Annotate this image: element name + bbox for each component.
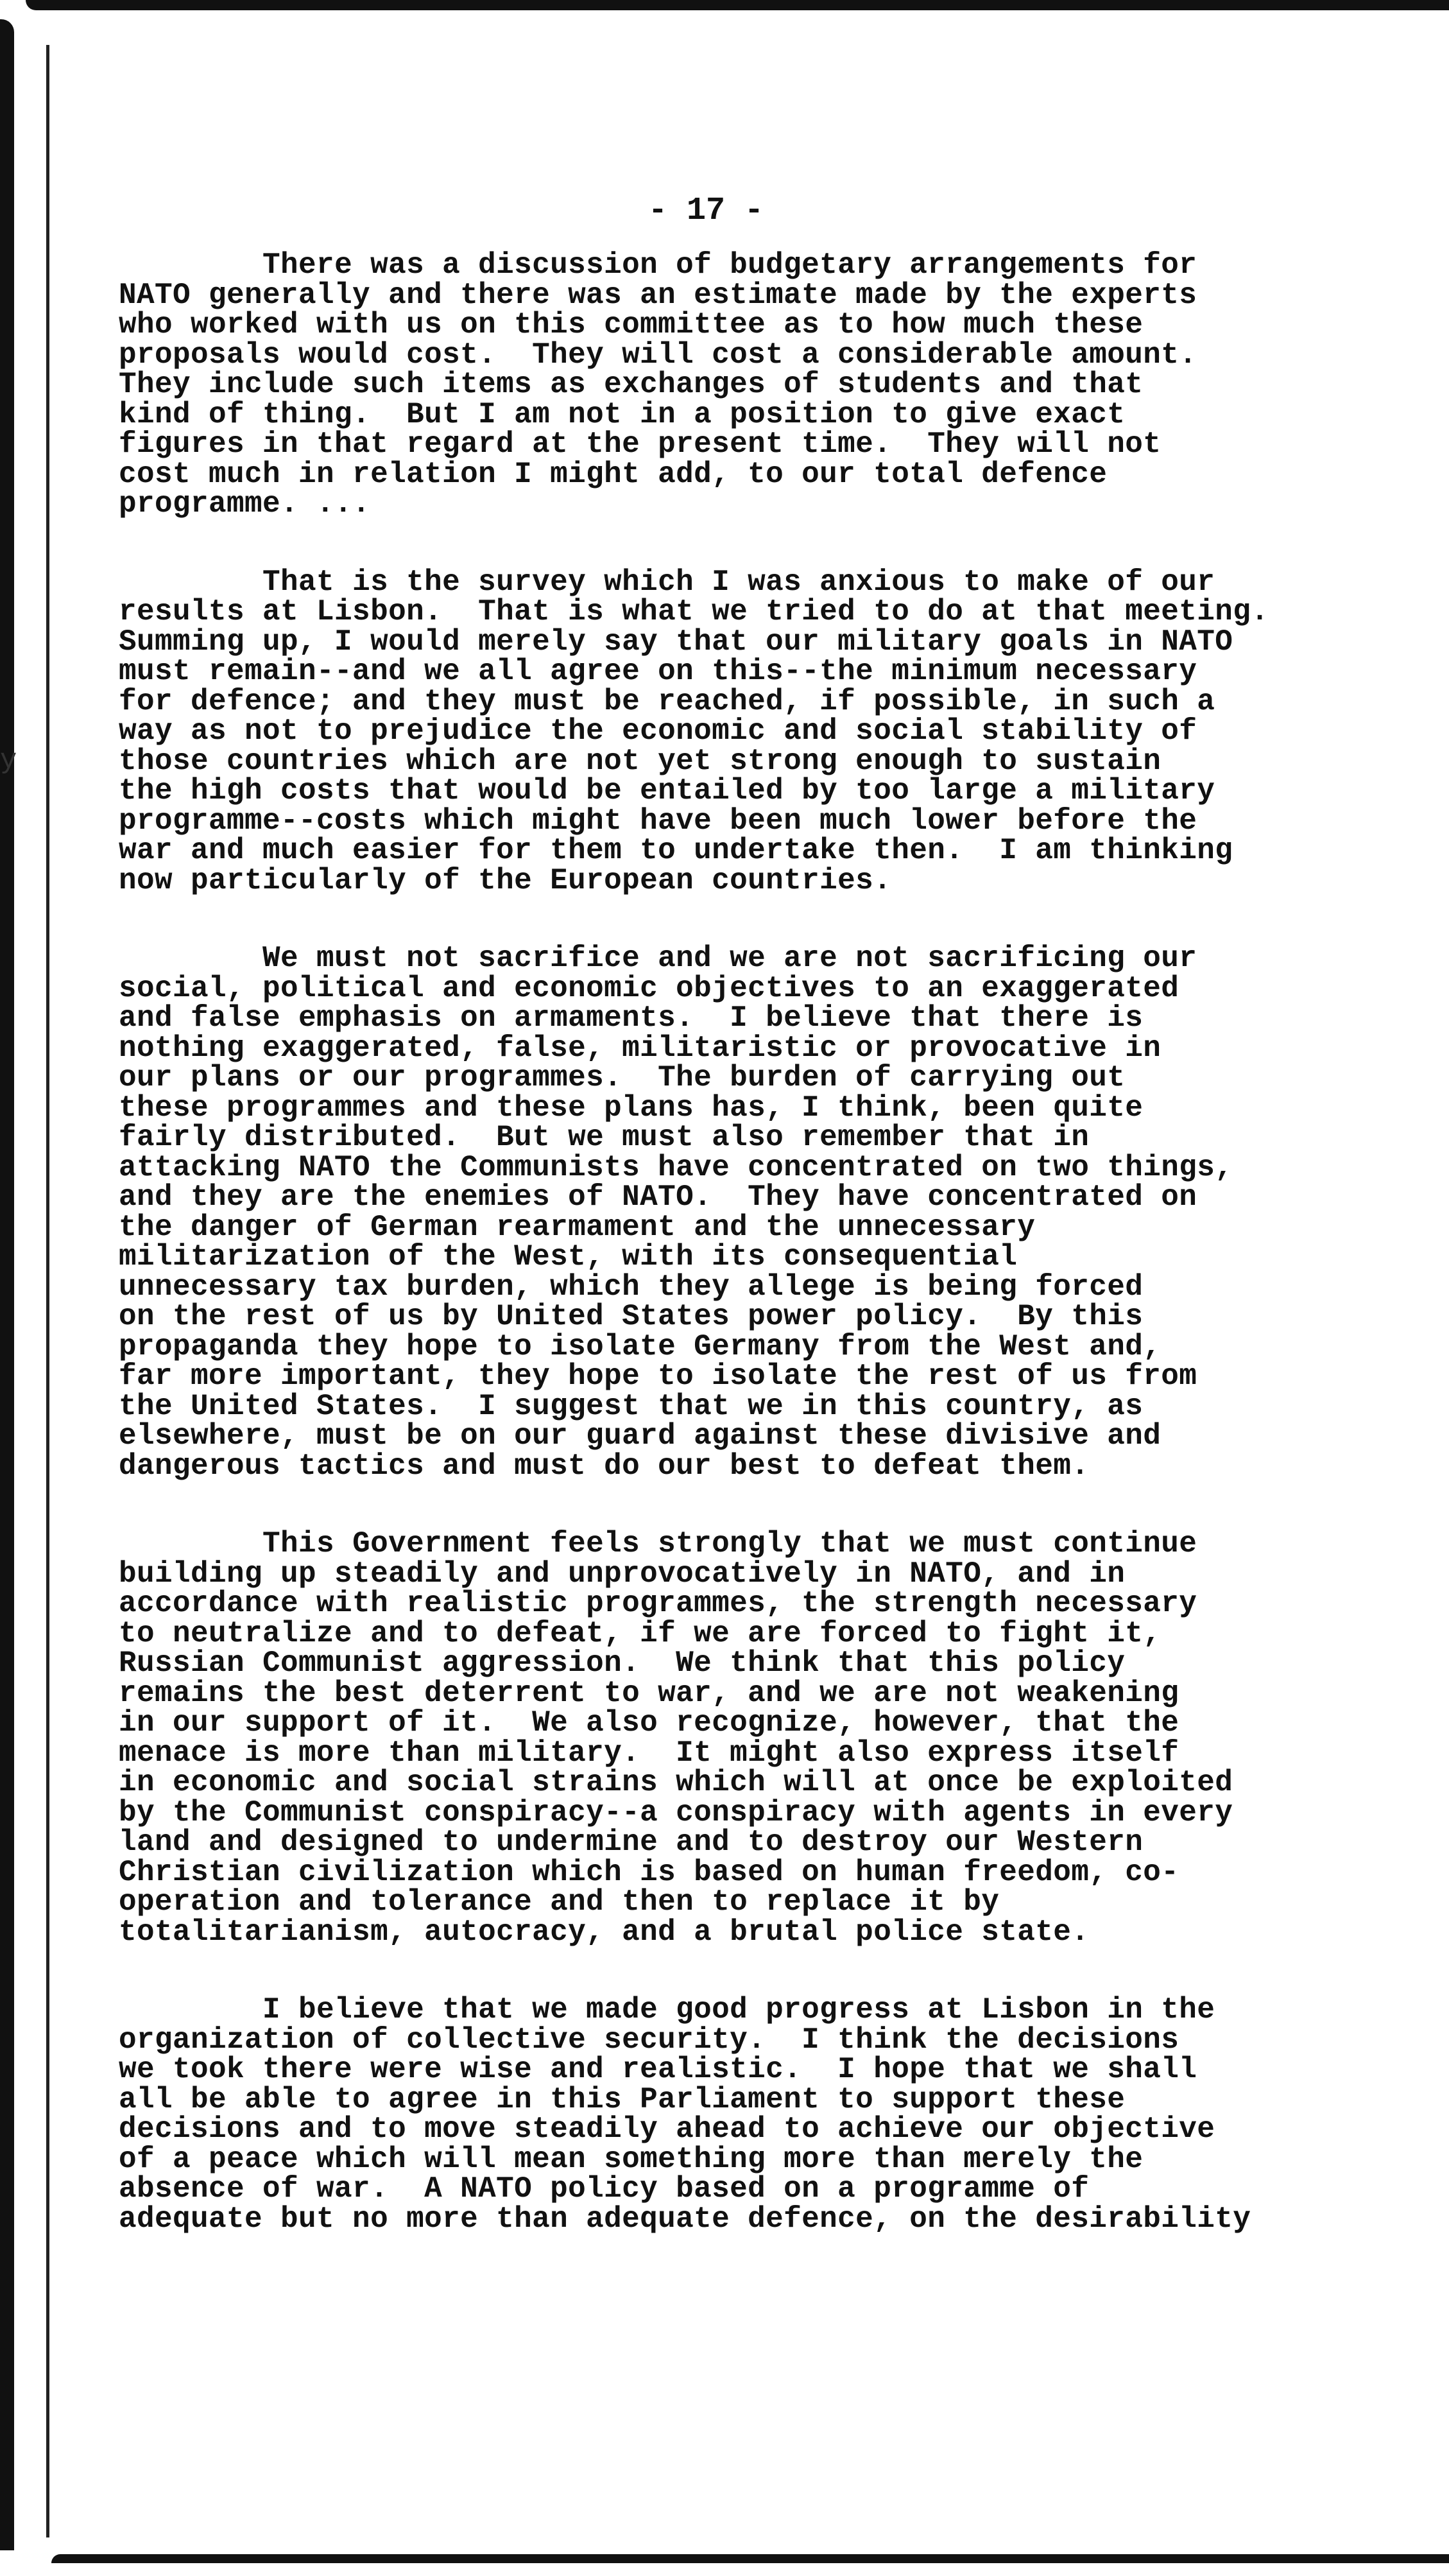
page-number: - 17 -: [647, 193, 764, 229]
page-border-top: [26, 0, 1449, 10]
paragraph-lisbon-progress: I believe that we made good progress at Lisbon in the organization of collective security. I think the decisions we took there were wise and realistic. I hope that we shall all be able to agree in this Parliament to support these decisions and to move steadily ahead to achieve our objective of a peace which will mean something more than merely the absence of war. A NATO policy based on a programme of adequate but no more than adequate defence, on the desirability: [119, 1993, 1251, 2236]
paragraph-budget: There was a discussion of budgetary arrangements for NATO generally and there was an estimate made by the experts who worked with us on this committee as to how much these proposals would cost. They will cost a considerable amount. They include such items as exchanges of students and that kind of thing. But I am not in a position to give exact figures in that regard at the present time. They will not cost much in relation I might add, to our total defence programme. ...: [119, 248, 1197, 521]
page-border-left: [0, 19, 14, 2550]
document-body: [119, 250, 1376, 2282]
page-border-bottom: [51, 2554, 1449, 2563]
margin-mark: y: [0, 745, 17, 777]
paragraph-survey: That is the survey which I was anxious to make of our results at Lisbon. That is what we tried to do at that meeting. Summing up, I would merely say that our military goals in NATO must remain--and we all agree on this--the minimum necessary for defence; and they must be reached, if possible, in such a way as not to prejudice the economic and social stability of those countries which are not yet strong enough to sustain the high costs that would be entailed by too large a military programme--costs which might have been much lower before the war and much easier for them to undertake then. I am thinking now particularly of the European countries.: [119, 565, 1269, 897]
paragraph-objectives: We must not sacrifice and we are not sacrificing our social, political and economic objectives to an exaggerated and false emphasis on armaments. I believe that there is nothing exaggerated, false, militaristic or provocative in our plans or our programmes. The burden of carrying out these programmes and these plans has, I think, been quite fairly distributed. But we must also remember that in attacking NATO the Communists have concentrated on two things, and they are the enemies of NATO. They have concentrated on the danger of German rearmament and the unnecessary militarization of the West, with its consequential unnecessary tax burden, which they allege is being forced on the rest of us by United States power policy. By this propaganda they hope to isolate Germany from the West and, far more important, they hope to isolate the rest of us from the United States. I suggest that we in this country, as elsewhere, must be on our guard against these divisive and dangerous tactics and must do our best to defeat them.: [119, 942, 1233, 1483]
page-border-left-inner: [46, 45, 49, 2537]
paragraph-government: This Government feels strongly that we must continue building up steadily and unprovocatively in NATO, and in accordance with realistic programmes, the strength necessary to neutralize and to defeat, if we are forced to fight it, Russian Communist aggression. We think that this policy remains the best deterrent to war, and we are not weakening in our support of it. We also recognize, however, that the menace is more than military. It might also express itself in economic and social strains which will at once be exploited by the Communist conspiracy--a conspiracy with agents in every land and designed to undermine and to destroy our Western Christian civilization which is based on human freedom, co- operation and tolerance and then to replace it by totalitarianism, autocracy, and a brutal police state.: [119, 1527, 1233, 1949]
